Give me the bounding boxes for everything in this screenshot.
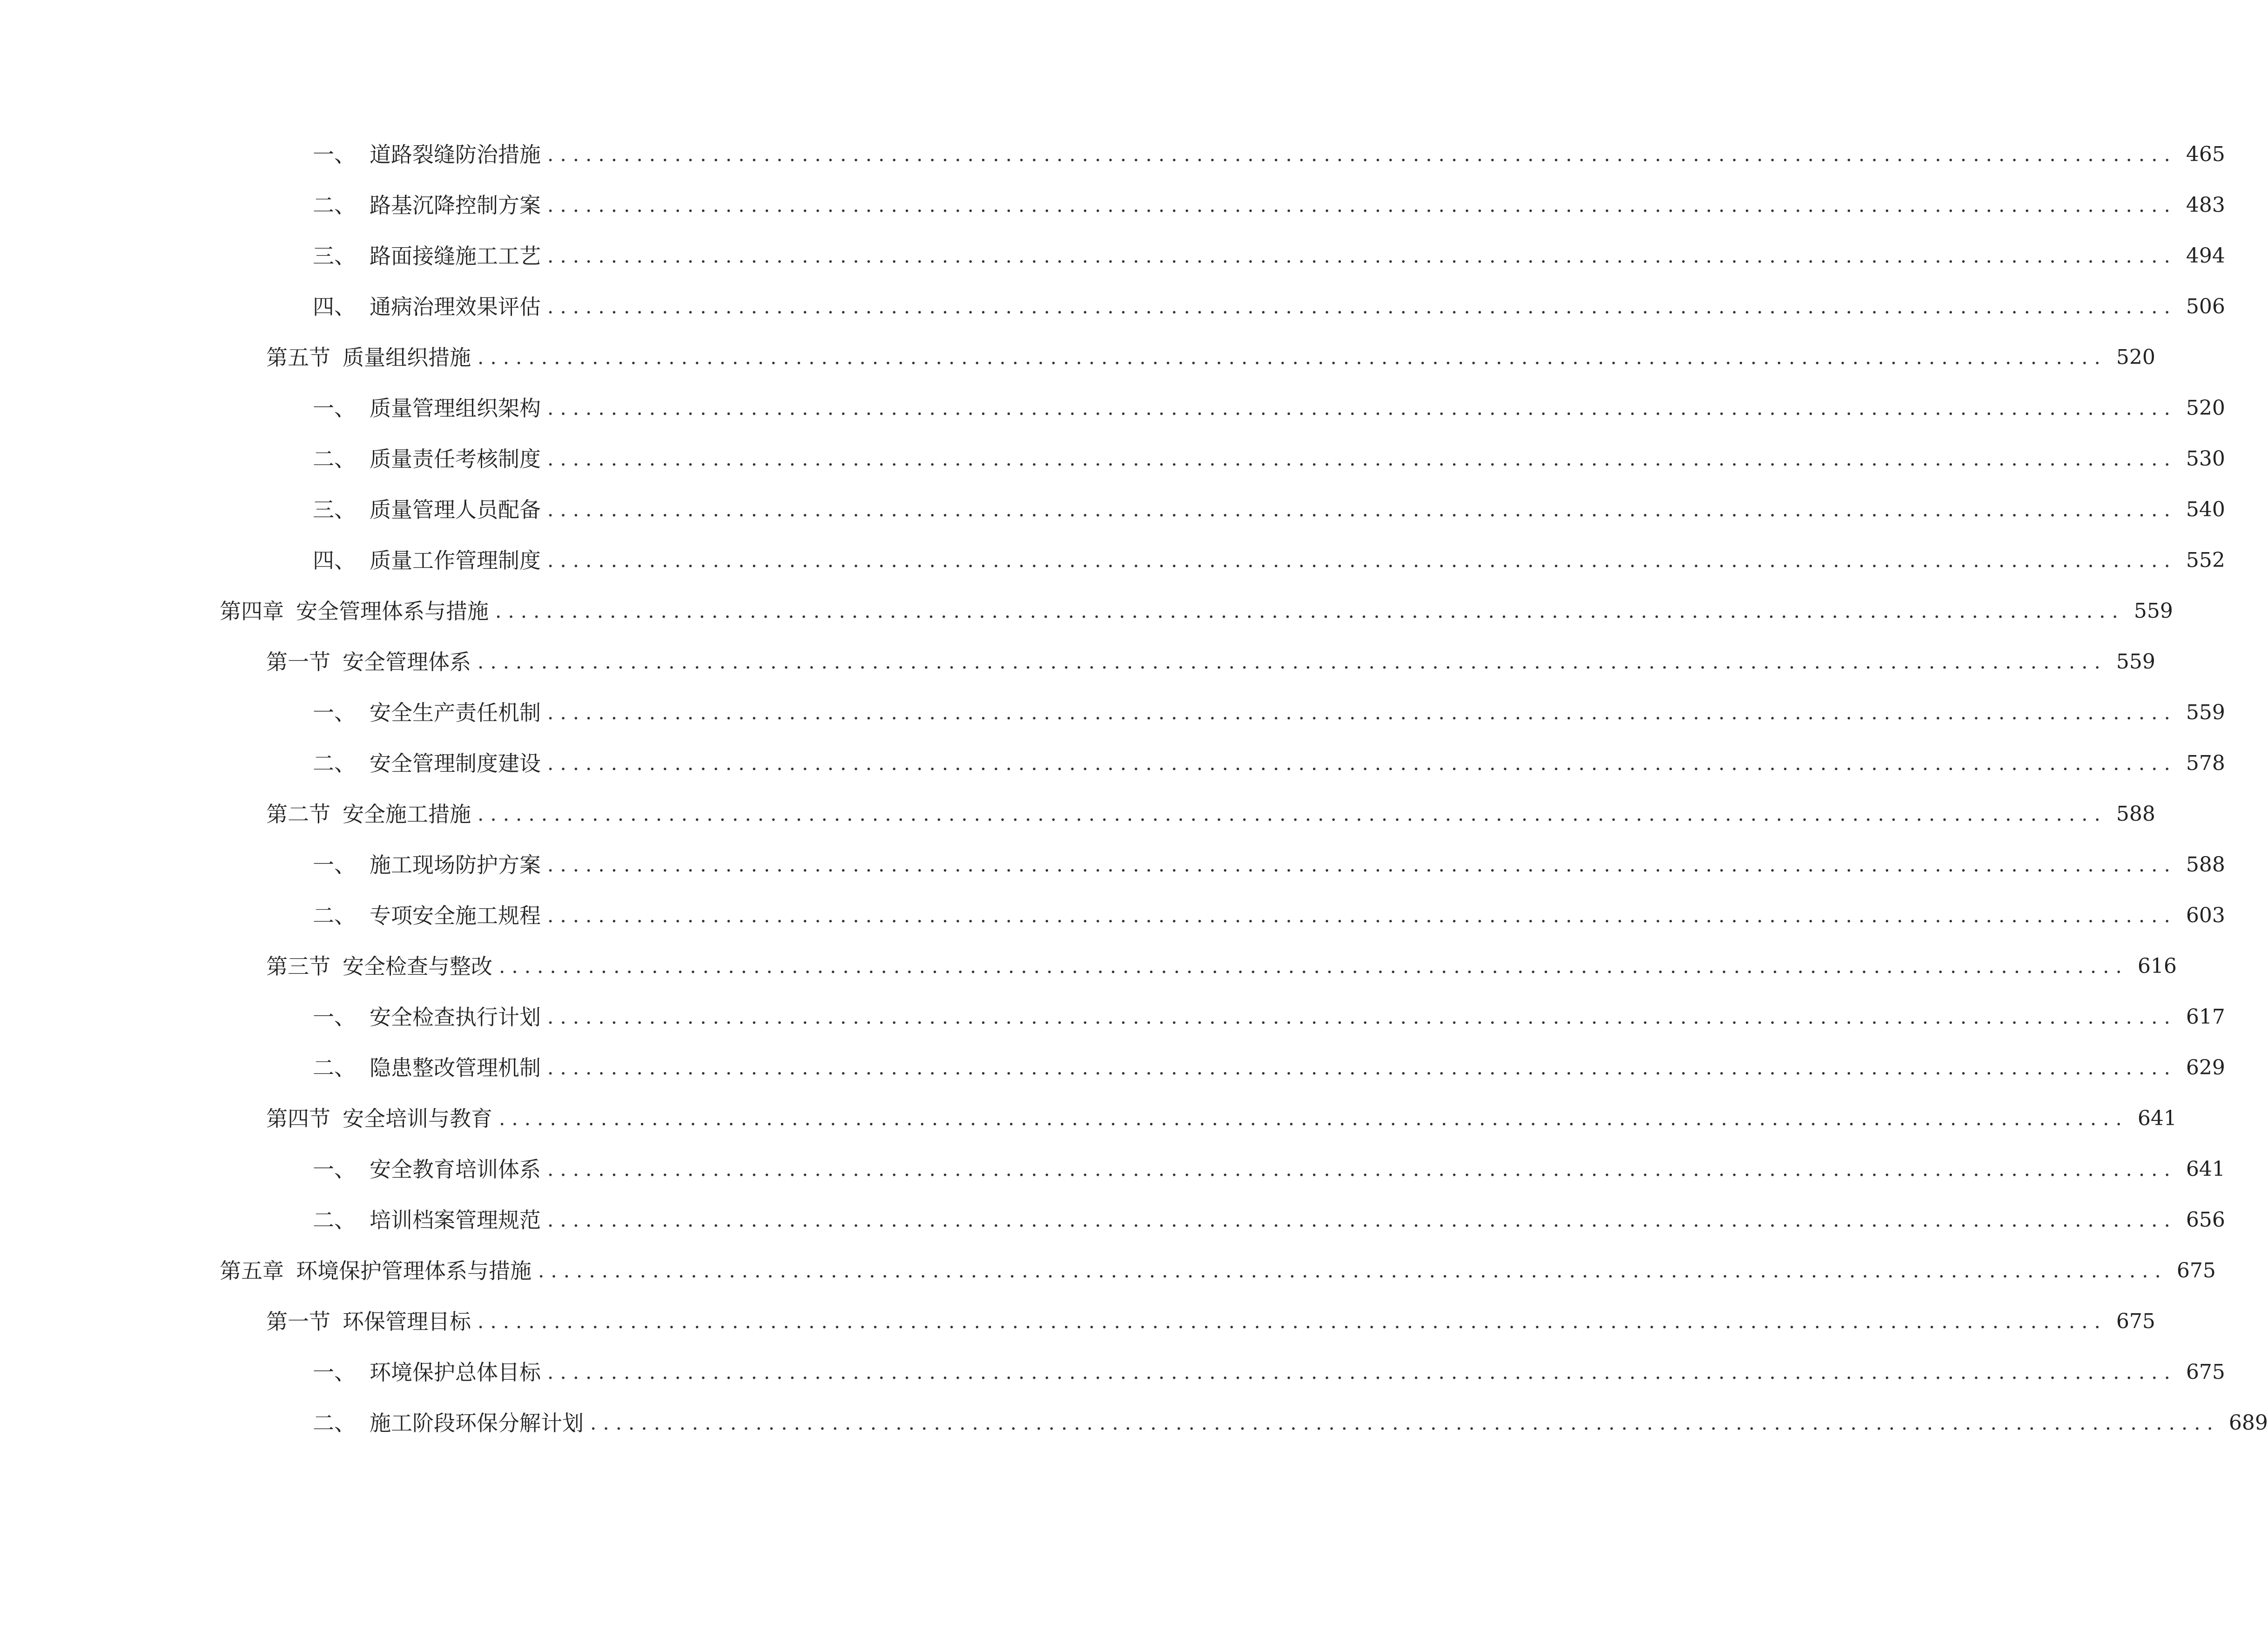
entry-page-number: 552	[2186, 548, 2225, 572]
entry-page-number: 675	[2116, 1309, 2155, 1333]
dot-leader: ................................................................................................................................	[547, 1208, 2177, 1231]
entry-page-number: 520	[2186, 396, 2225, 420]
toc-entry[interactable]	[313, 544, 2225, 577]
entry-title: 专项安全施工规程	[370, 903, 541, 928]
toc-entry[interactable]	[313, 1356, 2225, 1389]
dot-leader: ................................................................................................................................	[499, 1107, 2128, 1130]
entry-title: 安全教育培训体系	[370, 1157, 541, 1182]
toc-entry[interactable]	[220, 595, 2173, 628]
entry-title: 路面接缝施工工艺	[370, 243, 541, 269]
entry-page-number: 559	[2133, 599, 2173, 623]
toc-entry[interactable]	[220, 1255, 2216, 1287]
entry-page-number: 559	[2116, 650, 2155, 674]
dot-leader: ................................................................................................................................	[590, 1411, 2220, 1434]
entry-page-number: 588	[2116, 802, 2155, 826]
toc-entry[interactable]	[313, 493, 2225, 526]
entry-number: 三、	[313, 497, 356, 522]
entry-number: 一、	[313, 700, 356, 725]
entry-title: 安全培训与教育	[343, 1106, 492, 1131]
entry-page-number: 689	[2228, 1411, 2268, 1435]
entry-page-number: 540	[2186, 498, 2225, 521]
entry-title: 环境保护总体目标	[370, 1360, 541, 1385]
entry-page-number: 629	[2186, 1056, 2225, 1080]
entry-page-number: 603	[2186, 904, 2225, 927]
entry-page-number: 530	[2186, 447, 2225, 471]
entry-page-number: 617	[2186, 1005, 2225, 1029]
entry-page-number: 506	[2186, 295, 2225, 318]
dot-leader: ................................................................................................................................	[547, 1056, 2177, 1079]
toc-entry[interactable]	[313, 1407, 2268, 1439]
dot-leader: ................................................................................................................................	[547, 752, 2177, 775]
toc-entry[interactable]	[313, 747, 2225, 780]
entry-number: 二、	[313, 1208, 356, 1233]
dot-leader: ................................................................................................................................	[547, 701, 2177, 724]
dot-leader: ................................................................................................................................	[547, 853, 2177, 876]
entry-number: 第一节	[266, 649, 330, 675]
entry-title: 施工阶段环保分解计划	[370, 1410, 584, 1436]
dot-leader: ................................................................................................................................	[478, 1310, 2107, 1333]
dot-leader: ................................................................................................................................	[478, 346, 2107, 369]
entry-title: 安全管理制度建设	[370, 751, 541, 776]
entry-number: 二、	[313, 446, 356, 472]
entry-number: 二、	[313, 1410, 356, 1436]
entry-title: 通病治理效果评估	[370, 294, 541, 319]
toc-entry[interactable]	[266, 798, 2155, 830]
entry-page-number: 641	[2186, 1157, 2225, 1181]
entry-title: 环保管理目标	[343, 1309, 471, 1334]
dot-leader: ................................................................................................................................	[547, 549, 2177, 572]
toc-entry[interactable]	[313, 392, 2225, 425]
entry-title: 安全生产责任机制	[370, 700, 541, 725]
dot-leader: ................................................................................................................................	[495, 600, 2125, 622]
entry-number: 第五节	[266, 345, 330, 370]
toc-entry[interactable]	[313, 138, 2225, 171]
entry-title: 安全管理体系与措施	[296, 599, 489, 624]
dot-leader: ................................................................................................................................	[547, 244, 2177, 267]
entry-number: 第一节	[266, 1309, 330, 1334]
entry-number: 四、	[313, 294, 356, 319]
entry-title: 质量工作管理制度	[370, 548, 541, 573]
entry-page-number: 559	[2186, 701, 2225, 724]
dot-leader: ................................................................................................................................	[547, 904, 2177, 927]
toc-entry[interactable]	[266, 1102, 2177, 1135]
toc-entry[interactable]	[313, 1001, 2225, 1033]
entry-title: 路基沉降控制方案	[370, 193, 541, 218]
toc-entry[interactable]	[266, 950, 2177, 983]
toc-entry[interactable]	[266, 1305, 2155, 1338]
dot-leader: ................................................................................................................................	[547, 498, 2177, 521]
entry-number: 一、	[313, 1157, 356, 1182]
toc-entry[interactable]	[313, 1153, 2225, 1186]
dot-leader: ................................................................................................................................	[547, 143, 2177, 166]
entry-number: 一、	[313, 1005, 356, 1030]
entry-number: 二、	[313, 903, 356, 928]
entry-page-number: 616	[2137, 954, 2177, 978]
entry-number: 一、	[313, 396, 356, 421]
entry-number: 二、	[313, 751, 356, 776]
toc-entry[interactable]	[266, 341, 2155, 374]
dot-leader: ................................................................................................................................	[547, 447, 2177, 470]
entry-title: 培训档案管理规范	[370, 1208, 541, 1233]
entry-title: 道路裂缝防治措施	[370, 142, 541, 167]
toc-entry[interactable]	[313, 290, 2225, 323]
entry-number: 第二节	[266, 802, 330, 827]
entry-page-number: 675	[2176, 1259, 2216, 1282]
toc-entry[interactable]	[266, 646, 2155, 678]
entry-title: 质量管理人员配备	[370, 497, 541, 522]
entry-number: 一、	[313, 852, 356, 877]
toc-entry[interactable]	[313, 1204, 2225, 1236]
dot-leader: ................................................................................................................................	[538, 1259, 2167, 1282]
entry-page-number: 520	[2116, 345, 2155, 369]
entry-page-number: 641	[2137, 1107, 2177, 1130]
entry-page-number: 656	[2186, 1208, 2225, 1232]
entry-title: 质量责任考核制度	[370, 446, 541, 472]
entry-number: 二、	[313, 1055, 356, 1080]
entry-title: 隐患整改管理机制	[370, 1055, 541, 1080]
dot-leader: ................................................................................................................................	[478, 650, 2107, 673]
dot-leader: ................................................................................................................................	[547, 1005, 2177, 1028]
entry-number: 二、	[313, 193, 356, 218]
dot-leader: ................................................................................................................................	[547, 295, 2177, 318]
entry-title: 安全施工措施	[343, 802, 471, 827]
entry-title: 施工现场防护方案	[370, 852, 541, 877]
entry-page-number: 578	[2186, 751, 2225, 775]
dot-leader: ................................................................................................................................	[499, 955, 2128, 978]
toc-entry[interactable]	[313, 240, 2225, 272]
dot-leader: ................................................................................................................................	[547, 397, 2177, 419]
entry-title: 安全检查与整改	[343, 954, 492, 979]
toc-entry[interactable]	[313, 696, 2225, 729]
entry-title: 质量组织措施	[343, 345, 471, 370]
dot-leader: ................................................................................................................................	[478, 803, 2107, 825]
entry-number: 第四章	[220, 599, 284, 624]
toc-entry[interactable]	[313, 1052, 2225, 1084]
entry-number: 第五章	[220, 1258, 284, 1283]
entry-number: 第三节	[266, 954, 330, 979]
toc-entry[interactable]	[313, 189, 2225, 222]
entry-page-number: 588	[2186, 853, 2225, 877]
entry-number: 四、	[313, 548, 356, 573]
toc-entry[interactable]	[313, 443, 2225, 475]
entry-title: 安全管理体系	[343, 649, 471, 675]
entry-number: 一、	[313, 142, 356, 167]
entry-page-number: 483	[2186, 193, 2225, 217]
toc-entry[interactable]	[313, 899, 2225, 932]
entry-number: 第四节	[266, 1106, 330, 1131]
entry-number: 一、	[313, 1360, 356, 1385]
entry-title: 质量管理组织架构	[370, 396, 541, 421]
dot-leader: ................................................................................................................................	[547, 1158, 2177, 1181]
dot-leader: ................................................................................................................................	[547, 1361, 2177, 1383]
entry-title: 安全检查执行计划	[370, 1005, 541, 1030]
dot-leader: ................................................................................................................................	[547, 194, 2177, 216]
entry-page-number: 675	[2186, 1360, 2225, 1384]
entry-page-number: 465	[2186, 142, 2225, 166]
entry-title: 环境保护管理体系与措施	[296, 1258, 532, 1283]
toc-entry[interactable]	[313, 849, 2225, 881]
entry-number: 三、	[313, 243, 356, 269]
entry-page-number: 494	[2186, 244, 2225, 268]
